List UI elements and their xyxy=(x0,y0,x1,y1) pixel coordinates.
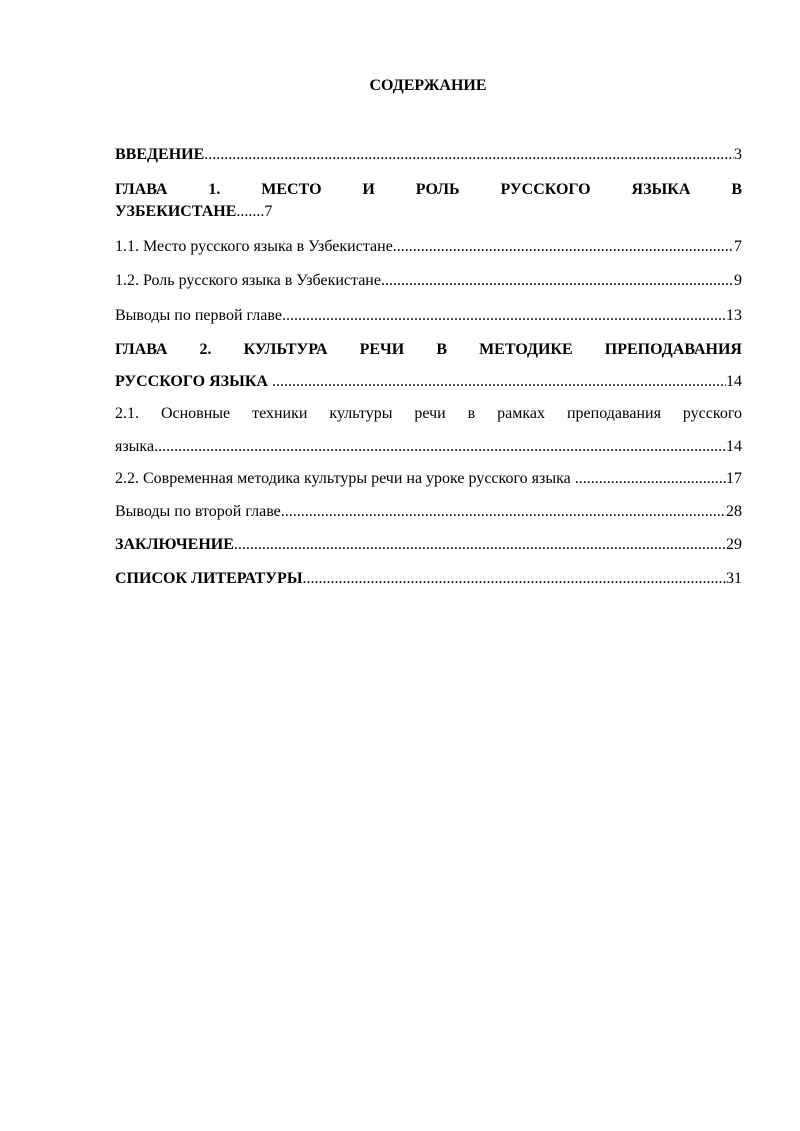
toc-entry-label: Выводы по первой главе xyxy=(115,307,282,324)
toc-entry-page: 9 xyxy=(734,272,742,289)
dot-leader xyxy=(393,237,734,257)
toc-entry-section-1-1[interactable] xyxy=(115,237,742,257)
dot-leader xyxy=(204,145,734,165)
toc-entry-chapter-1[interactable] xyxy=(115,180,742,200)
heading-word: МЕСТО xyxy=(261,181,322,198)
dot-leader xyxy=(575,469,726,489)
page-title: СОДЕРЖАНИЕ xyxy=(369,77,487,94)
toc-entry-label: СПИСОК ЛИТЕРАТУРЫ xyxy=(115,570,303,587)
dot-leader: ....... xyxy=(236,203,265,220)
toc-entry-label: УЗБЕКИСТАНЕ xyxy=(115,203,237,220)
heading-word: РОЛЬ xyxy=(415,181,460,198)
toc-entry-label: Выводы по второй главе xyxy=(115,503,281,520)
toc-entry-conclusions-2[interactable] xyxy=(115,502,742,522)
heading-word: МЕТОДИКЕ xyxy=(479,341,573,358)
toc-entry-references[interactable] xyxy=(115,569,742,589)
toc-entry-page: 29 xyxy=(726,536,742,553)
toc-entry-label: 1.2. Роль русского языка в Узбекистане xyxy=(115,272,381,289)
toc-entry-label: языка xyxy=(115,438,155,455)
toc-entry-conclusions-1[interactable] xyxy=(115,306,742,326)
toc-entry-page: 14 xyxy=(726,373,742,390)
heading-word: 2. xyxy=(199,341,212,358)
toc-entry-page: 17 xyxy=(726,470,742,487)
toc-entry-section-1-2[interactable] xyxy=(115,271,742,291)
toc-entry-chapter-2-cont xyxy=(115,372,742,392)
heading-word: речи xyxy=(414,405,446,422)
toc-entry-page: 3 xyxy=(734,146,742,163)
heading-word: культуры xyxy=(329,405,393,422)
toc-entry-chapter-1-cont xyxy=(115,202,742,222)
toc-entry-label: ВВЕДЕНИЕ xyxy=(115,146,205,163)
heading-word: русского xyxy=(682,405,742,422)
toc-entry-page: 13 xyxy=(726,307,742,324)
heading-word: техники xyxy=(252,405,308,422)
heading-word: В xyxy=(436,341,447,358)
toc-entry-page: 14 xyxy=(726,438,742,455)
dot-leader xyxy=(381,271,734,291)
heading-word: ГЛАВА xyxy=(115,181,168,198)
dot-leader xyxy=(281,502,726,522)
toc-entry-label: ЗАКЛЮЧЕНИЕ xyxy=(115,536,234,553)
dot-leader xyxy=(154,437,726,457)
heading-word: ЯЗЫКА xyxy=(631,181,691,198)
toc-entry-section-2-1[interactable] xyxy=(115,404,742,424)
heading-word: РУССКОГО xyxy=(500,181,591,198)
heading-word: ГЛАВА xyxy=(115,341,168,358)
heading-word: ПРЕПОДАВАНИЯ xyxy=(604,341,742,358)
toc-entry-chapter-2[interactable] xyxy=(115,340,742,360)
toc-entry-label: 1.1. Место русского языка в Узбекистане xyxy=(115,238,393,255)
heading-word: РЕЧИ xyxy=(359,341,405,358)
toc-entry-label: РУССКОГО ЯЗЫКА xyxy=(115,373,272,390)
heading-word: В xyxy=(731,181,742,198)
toc-entry-label: 2.2. Современная методика культуры речи на уроке русского языка xyxy=(115,470,575,487)
heading-word: 2.1. xyxy=(115,405,139,422)
toc-entry-section-2-1-cont xyxy=(115,437,742,457)
heading-word: И xyxy=(362,181,375,198)
toc-entry-page: 31 xyxy=(726,570,742,587)
toc-entry-page: 7 xyxy=(734,238,742,255)
heading-word: рамках xyxy=(497,405,546,422)
toc-entry-section-2-2[interactable] xyxy=(115,469,742,489)
dot-leader xyxy=(272,372,726,392)
heading-word: в xyxy=(467,405,476,422)
toc-entry-page: 28 xyxy=(726,503,742,520)
heading-word: 1. xyxy=(208,181,221,198)
dot-leader xyxy=(303,569,726,589)
heading-word: преподавания xyxy=(566,405,661,422)
toc-entry-introduction[interactable] xyxy=(115,145,742,165)
dot-leader xyxy=(234,535,726,555)
dot-leader xyxy=(282,306,726,326)
toc-entry-page: 7 xyxy=(264,203,273,220)
heading-word: КУЛЬТУРА xyxy=(243,341,328,358)
heading-word: Основные xyxy=(160,405,231,422)
toc-entry-conclusion[interactable] xyxy=(115,535,742,555)
